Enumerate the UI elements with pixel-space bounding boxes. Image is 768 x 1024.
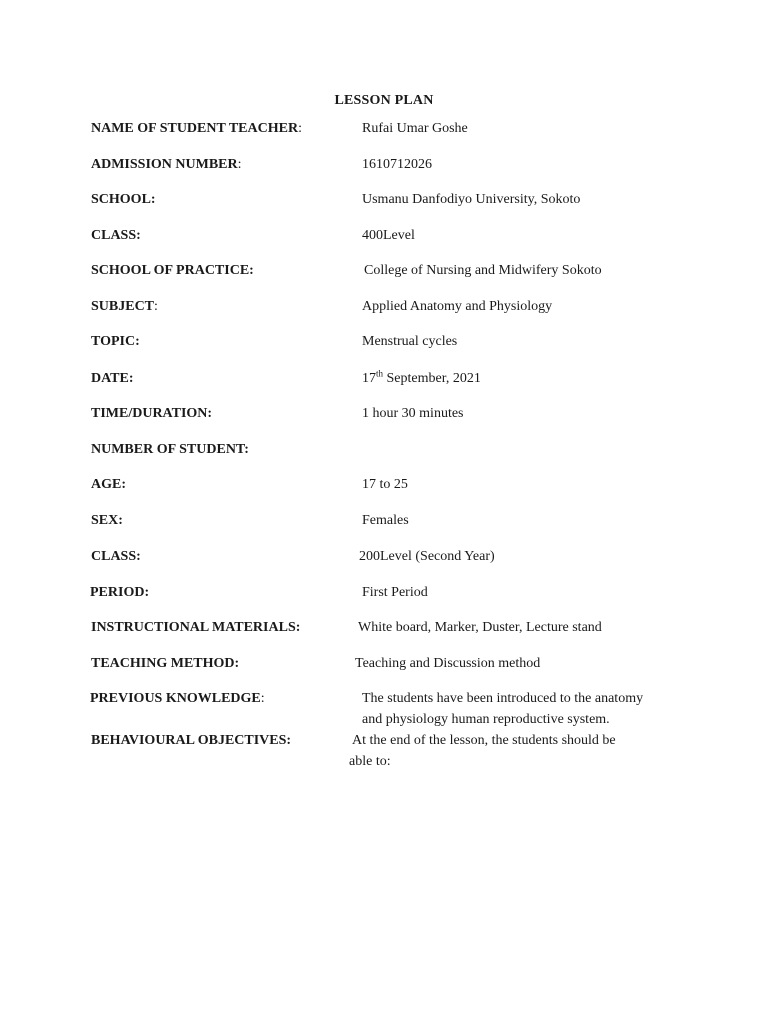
field-label-colon: :	[237, 157, 242, 172]
field-label-text: BEHAVIOURAL OBJECTIVES:	[91, 733, 292, 748]
field-value: 1 hour 30 minutes	[362, 406, 464, 421]
field-label-text: TEACHING METHOD:	[91, 656, 240, 671]
field-label	[90, 688, 265, 709]
field-label	[91, 403, 212, 424]
field-label-text: INSTRUCTIONAL MATERIALS:	[91, 620, 301, 635]
field-value: Rufai Umar Goshe	[362, 121, 468, 136]
field-label	[91, 331, 140, 352]
field-value: Usmanu Danfodiyo University, Sokoto	[362, 192, 581, 207]
field-label-text: NAME OF STUDENT TEACHER	[91, 121, 299, 136]
field-label-colon: :	[154, 299, 158, 314]
field-label-text: PREVIOUS KNOWLEDGE	[90, 691, 261, 706]
field-value	[362, 368, 481, 389]
field-value-line-1: The students have been introduced to the anatomy	[362, 691, 644, 706]
field-label	[91, 154, 242, 175]
field-label	[91, 617, 300, 638]
field-value: 1610712026	[362, 157, 432, 172]
field-value-line-2: able to:	[349, 754, 391, 769]
document-title: LESSON PLAN	[334, 93, 434, 108]
field-label	[90, 582, 149, 603]
field-label	[91, 653, 239, 674]
field-value: First Period	[362, 585, 428, 600]
field-label	[91, 368, 134, 389]
field-value-line-2: and physiology human reproductive system.	[362, 712, 610, 727]
field-label-text: ADMISSION NUMBER	[91, 157, 238, 172]
date-ordinal-suffix: th	[376, 368, 384, 379]
field-label-colon: :	[260, 691, 265, 706]
field-value: 17 to 25	[362, 477, 408, 492]
field-label	[91, 296, 158, 317]
field-label-text: DATE:	[91, 371, 134, 386]
field-value: Females	[362, 513, 409, 528]
field-value: 200Level (Second Year)	[359, 549, 495, 564]
field-label	[91, 118, 302, 139]
field-label-text: CLASS:	[91, 228, 141, 243]
field-label-text: TIME/DURATION:	[91, 406, 213, 421]
field-label	[91, 510, 123, 531]
field-label-text: NUMBER OF STUDENT:	[91, 442, 249, 457]
field-value: Applied Anatomy and Physiology	[362, 299, 553, 314]
field-label-text: SCHOOL OF PRACTICE:	[91, 263, 254, 278]
field-label	[91, 189, 156, 210]
field-value: Teaching and Discussion method	[355, 656, 541, 671]
field-label-text: AGE:	[91, 477, 126, 492]
field-value: College of Nursing and Midwifery Sokoto	[364, 263, 602, 278]
field-label-text: PERIOD:	[90, 585, 150, 600]
field-label-colon: :	[298, 121, 302, 136]
field-label	[91, 225, 141, 246]
date-month-year: September, 2021	[383, 371, 481, 386]
field-label-text: TOPIC:	[91, 334, 140, 349]
field-label	[91, 260, 254, 281]
field-label-text: SEX:	[91, 513, 123, 528]
field-label-text: SUBJECT	[91, 299, 155, 314]
field-value: 400Level	[362, 228, 415, 243]
field-label	[91, 474, 126, 495]
field-value-line-1: At the end of the lesson, the students should be	[352, 733, 616, 748]
field-label-text: CLASS:	[91, 549, 141, 564]
field-label-text: SCHOOL:	[91, 192, 156, 207]
field-label	[91, 546, 141, 567]
field-label	[91, 730, 291, 751]
field-value: Menstrual cycles	[362, 334, 458, 349]
field-value: White board, Marker, Duster, Lecture stand	[358, 620, 602, 635]
field-label	[91, 439, 249, 460]
date-day: 17	[362, 371, 376, 386]
